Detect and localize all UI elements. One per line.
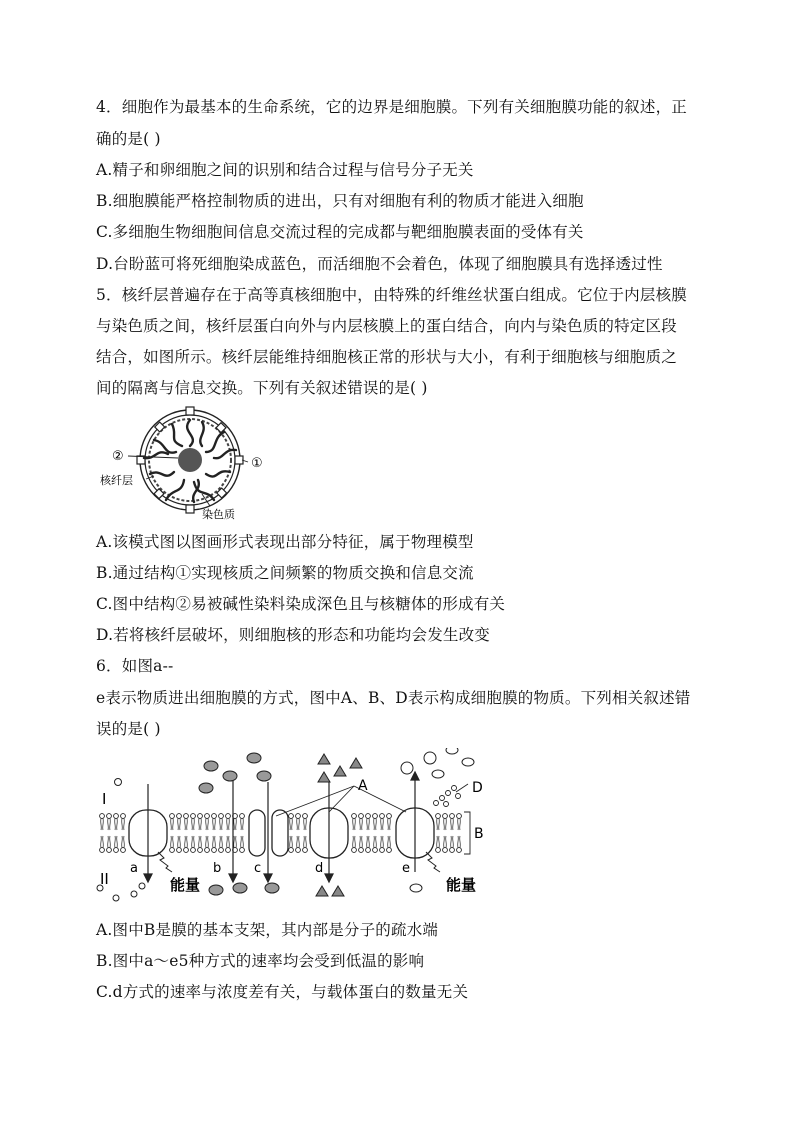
lipid-head-inner [219,836,224,852]
lipid-head-inner [380,836,385,852]
label-structure-1: ① [251,456,263,471]
label-B: B [474,826,484,842]
lipid-head-outer [212,814,217,830]
channel-protein-c-left [249,810,265,856]
q6-stem-line3: 误的是( ) [96,720,161,738]
q5-option-c: C.图中结构②易被碱性染料染成深色且与核糖体的形成有关 [96,595,506,613]
lipid-head-outer [373,814,378,830]
label-c: c [254,861,262,876]
label-D: D [472,780,483,796]
label-a: a [130,861,138,876]
lipid-head-outer [226,814,231,830]
lipid-head-inner [114,836,119,852]
q5-stem-line1: 5．核纤层普遍存在于高等真核细胞中，由特殊的纤维丝状蛋白组成。它位于内层核膜 [96,286,687,304]
label-side-2: II [100,870,109,888]
q4-option-c: C.多细胞生物细胞间信息交流过程的完成都与靶细胞膜表面的受体有关 [96,223,584,241]
lipid-head-outer [170,814,175,830]
lipid-head-outer [289,814,294,830]
lipid-head-inner [170,836,175,852]
lipid-head-inner [289,836,294,852]
label-structure-2: ② [112,449,124,464]
lipid-head-outer [443,814,448,830]
q4-stem-line2: 确的是( ) [96,130,161,148]
q6-option-c: C.d方式的速率与浓度差有关，与载体蛋白的数量无关 [96,983,469,1001]
lipid-head-inner [457,836,462,852]
lipid-head-inner [107,836,112,852]
lipid-head-inner [443,836,448,852]
lipid-head-inner [359,836,364,852]
lipid-head-inner [303,836,308,852]
lipid-head-outer [303,814,308,830]
lipid-head-inner [352,836,357,852]
q5-option-d: D.若将核纤层破坏，则细胞核的形态和功能均会发生改变 [96,626,491,644]
label-d: d [315,861,324,876]
label-lamina: 核纤层 [100,474,133,487]
lipid-head-outer [177,814,182,830]
lipid-head-outer [107,814,112,830]
lipid-head-inner [226,836,231,852]
label-chromatin: 染色质 [202,508,235,521]
q4-stem-line1: 4．细胞作为最基本的生命系统，它的边界是细胞膜。下列有关细胞膜功能的叙述，正 [96,98,687,116]
label-b: b [213,861,222,876]
q4-option-d: D.台盼蓝可将死细胞染成蓝色，而活细胞不会着色，体现了细胞膜具有选择透过性 [96,255,663,273]
q5-option-a: A.该模式图以图画形式表现出部分特征，属于物理模型 [96,533,474,551]
lipid-head-outer [457,814,462,830]
q4-option-b: B.细胞膜能严格控制物质的进出，只有对细胞有利的物质才能进入细胞 [96,192,584,210]
q6-option-a: A.图中B是膜的基本支架，其内部是分子的疏水端 [96,921,439,939]
q4-option-a: A.精子和卵细胞之间的识别和结合过程与信号分子无关 [96,161,474,179]
q6-stem-line2: e表示物质进出细胞膜的方式，图中A、B、D表示构成细胞膜的物质。下列相关叙述错 [96,689,691,707]
q5-option-b: B.通过结构①实现核质之间频繁的物质交换和信息交流 [96,564,474,582]
label-side-1: I [102,790,107,808]
label-energy-1: 能量 [170,876,201,894]
lipid-head-inner [240,836,245,852]
lipid-head-inner [387,836,392,852]
lipid-head-outer [352,814,357,830]
lipid-head-outer [205,814,210,830]
lipid-head-outer [450,814,455,830]
lipid-head-inner [198,836,203,852]
channel-protein-c-right [272,810,288,856]
lipid-head-outer [380,814,385,830]
lipid-head-inner [205,836,210,852]
lipid-head-inner [100,836,105,852]
lipid-head-inner [436,836,441,852]
lipid-head-inner [177,836,182,852]
nucleolus [178,448,202,472]
q5-stem-line2: 与染色质之间，核纤层蛋白向外与内层核膜上的蛋白结合，向内与染色质的特定区段 [96,317,677,335]
lipid-head-inner [373,836,378,852]
lipid-head-inner [191,836,196,852]
label-energy-2: 能量 [446,876,477,894]
q5-stem-line4: 间的隔离与信息交换。下列有关叙述错误的是( ) [96,379,428,397]
lipid-head-outer [184,814,189,830]
nucleus-lamina-figure [98,402,278,522]
lipid-head-inner [121,836,126,852]
lipid-head-outer [240,814,245,830]
lipid-head-inner [366,836,371,852]
lipid-head-outer [121,814,126,830]
membrane-transport-figure [96,748,496,903]
lipid-head-outer [366,814,371,830]
lipid-head-outer [359,814,364,830]
lipid-head-outer [387,814,392,830]
lipid-head-inner [184,836,189,852]
lipid-head-outer [114,814,119,830]
lipid-head-outer [436,814,441,830]
lipid-head-outer [191,814,196,830]
lipid-head-inner [296,836,301,852]
lipid-head-outer [100,814,105,830]
q5-stem-line3: 结合，如图所示。核纤层能维持细胞核正常的形状与大小，有利于细胞核与细胞质之 [96,348,677,366]
q6-option-b: B.图中a～e5种方式的速率均会受到低温的影响 [96,952,425,970]
lipid-head-outer [198,814,203,830]
lipid-head-inner [212,836,217,852]
lipid-head-inner [450,836,455,852]
label-A: A [358,778,368,794]
q6-stem-line1: 6．如图a-- [96,657,174,675]
lipid-head-outer [296,814,301,830]
lipid-head-outer [219,814,224,830]
label-e: e [402,861,410,876]
